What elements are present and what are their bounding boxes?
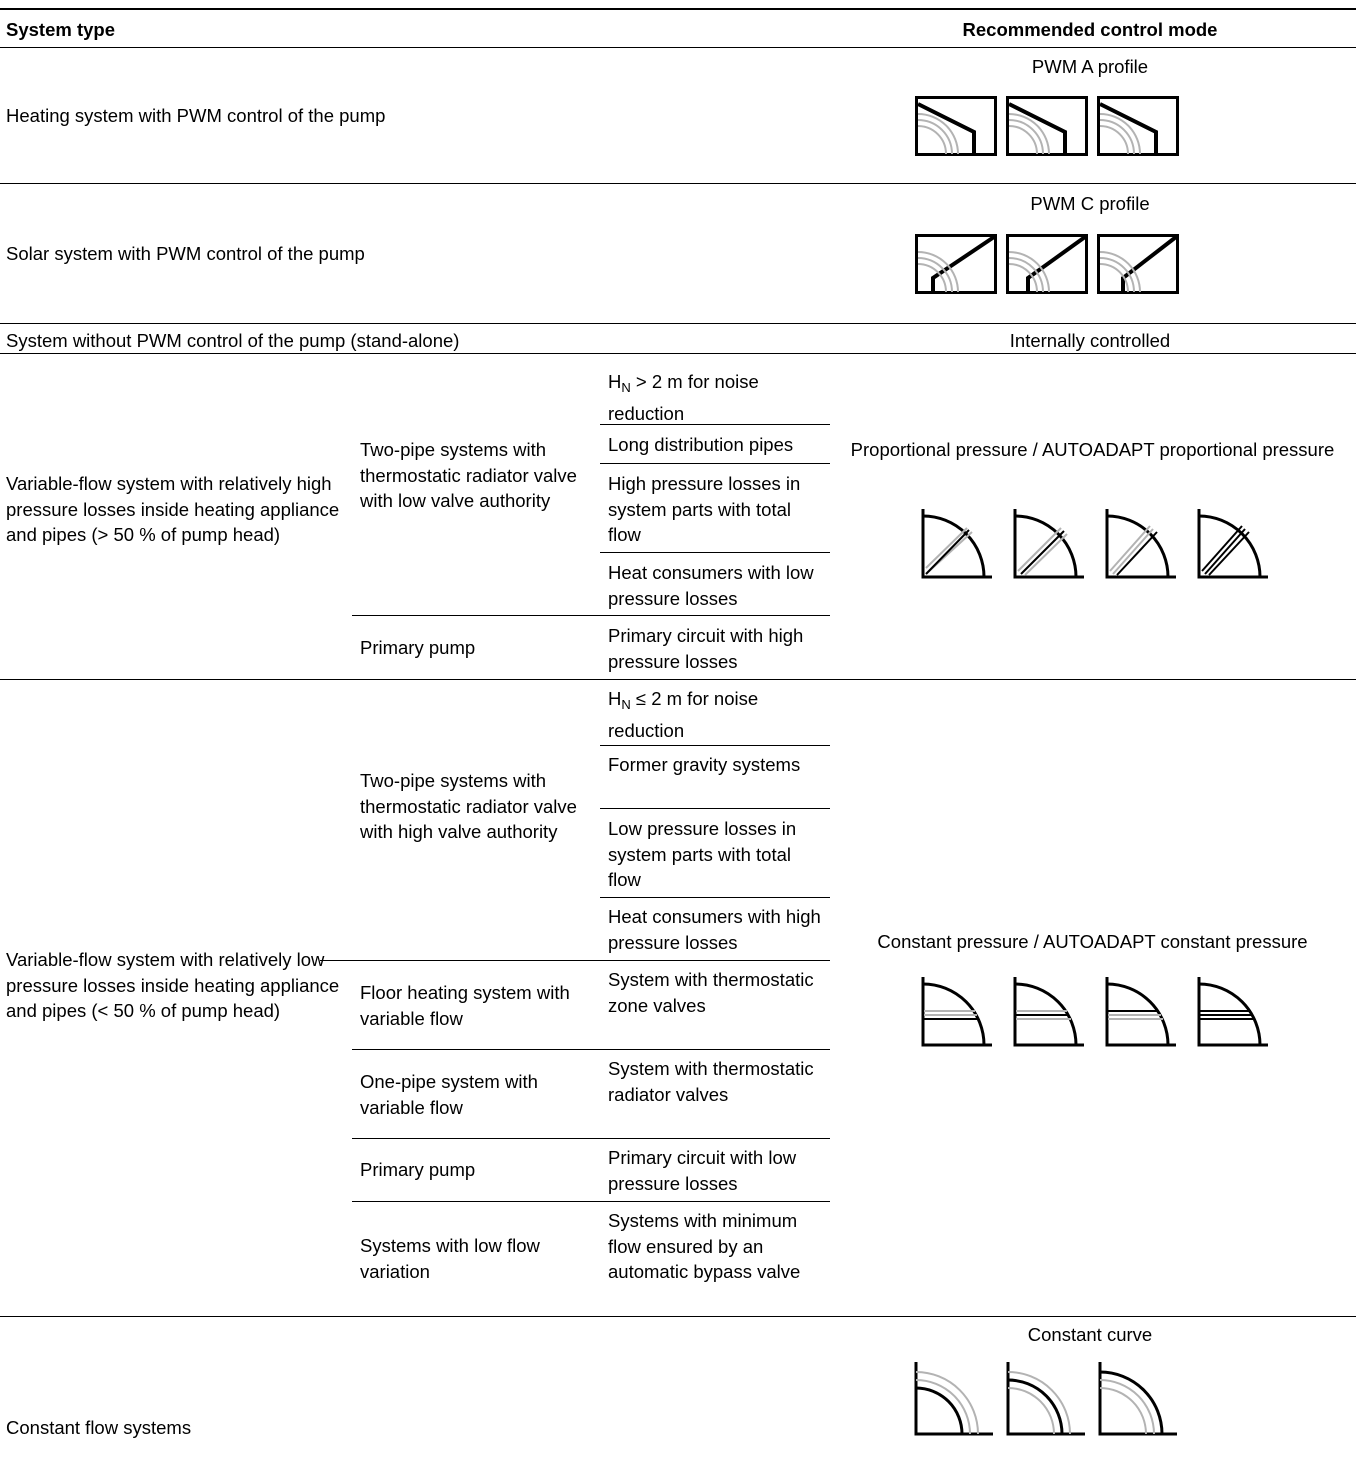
constant-curve-icon bbox=[913, 1362, 995, 1436]
hn-condition: > 2 m for noise reduction bbox=[608, 371, 759, 424]
system-type-cell: Variable-flow system with relatively high pressure losses inside heating appliance and pipes (> 50 % of pump head) bbox=[6, 473, 340, 545]
system-type-cell: Heating system with PWM control of the pump bbox=[6, 105, 386, 126]
proportional-pressure-icon bbox=[920, 509, 994, 579]
row-divider bbox=[0, 1316, 1356, 1317]
cell-divider bbox=[600, 897, 830, 898]
hn-symbol: H bbox=[608, 371, 622, 392]
control-mode-label: PWM C profile bbox=[1030, 193, 1150, 214]
application-cell: Heat consumers with low pressure losses bbox=[608, 562, 814, 609]
sub-system-cell: Systems with low flow variation bbox=[360, 1235, 540, 1282]
constant-curve-icon bbox=[1097, 1362, 1179, 1436]
column-header-system-type: System type bbox=[6, 19, 115, 40]
application-cell: Heat consumers with high pressure losses bbox=[608, 906, 821, 953]
application-cell bbox=[608, 686, 823, 743]
application-cell: High pressure losses in system parts with total flow bbox=[608, 473, 801, 545]
control-mode-label: Proportional pressure / AUTOADAPT proportional pressure bbox=[850, 439, 1335, 460]
system-type-cell: Variable-flow system with relatively low pressure losses inside heating appliance and pipes (< 50 % of pump head) bbox=[6, 949, 340, 1021]
system-type-cell: Solar system with PWM control of the pump bbox=[6, 243, 365, 264]
control-mode-label: Constant curve bbox=[1027, 1324, 1153, 1345]
cell-divider bbox=[352, 960, 830, 961]
pwm-a-curve-icon bbox=[915, 96, 997, 156]
application-cell: Low pressure losses in system parts with total flow bbox=[608, 818, 797, 890]
proportional-pressure-icon bbox=[1104, 509, 1178, 579]
row-divider bbox=[0, 183, 1356, 184]
hn-symbol: H bbox=[608, 688, 622, 709]
proportional-pressure-icon bbox=[1012, 509, 1086, 579]
application-cell bbox=[608, 369, 823, 426]
application-cell: Former gravity systems bbox=[608, 754, 801, 775]
cell-divider bbox=[600, 463, 830, 464]
application-cell: System with thermostatic radiator valves bbox=[608, 1058, 814, 1105]
pwm-c-curve-icon bbox=[1006, 234, 1088, 294]
constant-pressure-icon bbox=[1196, 977, 1270, 1047]
sub-system-cell: Two-pipe systems with thermostatic radiator valve with high valve authority bbox=[360, 770, 577, 842]
control-mode-label: Internally controlled bbox=[1009, 330, 1171, 351]
cell-divider bbox=[600, 552, 830, 553]
application-cell: Systems with minimum flow ensured by an automatic bypass valve bbox=[608, 1210, 801, 1282]
pwm-c-curve-icon bbox=[1097, 234, 1179, 294]
constant-curve-icon bbox=[1005, 1362, 1087, 1436]
column-header-control-mode: Recommended control mode bbox=[962, 19, 1218, 40]
cell-divider bbox=[600, 808, 830, 809]
constant-pressure-icon bbox=[920, 977, 994, 1047]
cell-divider bbox=[352, 1049, 830, 1050]
constant-pressure-icon bbox=[1104, 977, 1178, 1047]
proportional-pressure-icon bbox=[1196, 509, 1270, 579]
pwm-c-curve-icon bbox=[915, 234, 997, 294]
sub-system-cell: Primary pump bbox=[360, 1159, 476, 1180]
cell-divider bbox=[352, 1201, 830, 1202]
cell-divider bbox=[600, 745, 830, 746]
system-type-cell: Constant flow systems bbox=[6, 1417, 192, 1438]
pwm-a-curve-icon bbox=[1097, 96, 1179, 156]
cell-divider bbox=[352, 1138, 830, 1139]
row-divider bbox=[0, 323, 1356, 324]
header-rule bbox=[0, 47, 1356, 48]
application-cell: System with thermostatic zone valves bbox=[608, 969, 814, 1016]
cell-divider bbox=[352, 615, 830, 616]
application-cell: Long distribution pipes bbox=[608, 434, 794, 455]
hn-subscript: N bbox=[621, 697, 631, 712]
application-cell: Primary circuit with low pressure losses bbox=[608, 1147, 797, 1194]
application-cell: Primary circuit with high pressure losses bbox=[608, 625, 804, 672]
row-divider bbox=[0, 679, 1356, 680]
pwm-a-curve-icon bbox=[1006, 96, 1088, 156]
control-mode-label: PWM A profile bbox=[1031, 56, 1149, 77]
constant-pressure-icon bbox=[1012, 977, 1086, 1047]
sub-system-cell: One-pipe system with variable flow bbox=[360, 1071, 538, 1118]
system-type-cell: System without PWM control of the pump (stand-alone) bbox=[6, 330, 460, 351]
sub-system-cell: Floor heating system with variable flow bbox=[360, 982, 570, 1029]
sub-system-cell: Two-pipe systems with thermostatic radiator valve with low valve authority bbox=[360, 439, 577, 511]
hn-condition: ≤ 2 m for noise reduction bbox=[608, 688, 759, 741]
sub-system-cell: Primary pump bbox=[360, 637, 476, 658]
table-top-rule bbox=[0, 8, 1356, 10]
control-mode-label: Constant pressure / AUTOADAPT constant pressure bbox=[877, 931, 1308, 952]
hn-subscript: N bbox=[621, 380, 631, 395]
